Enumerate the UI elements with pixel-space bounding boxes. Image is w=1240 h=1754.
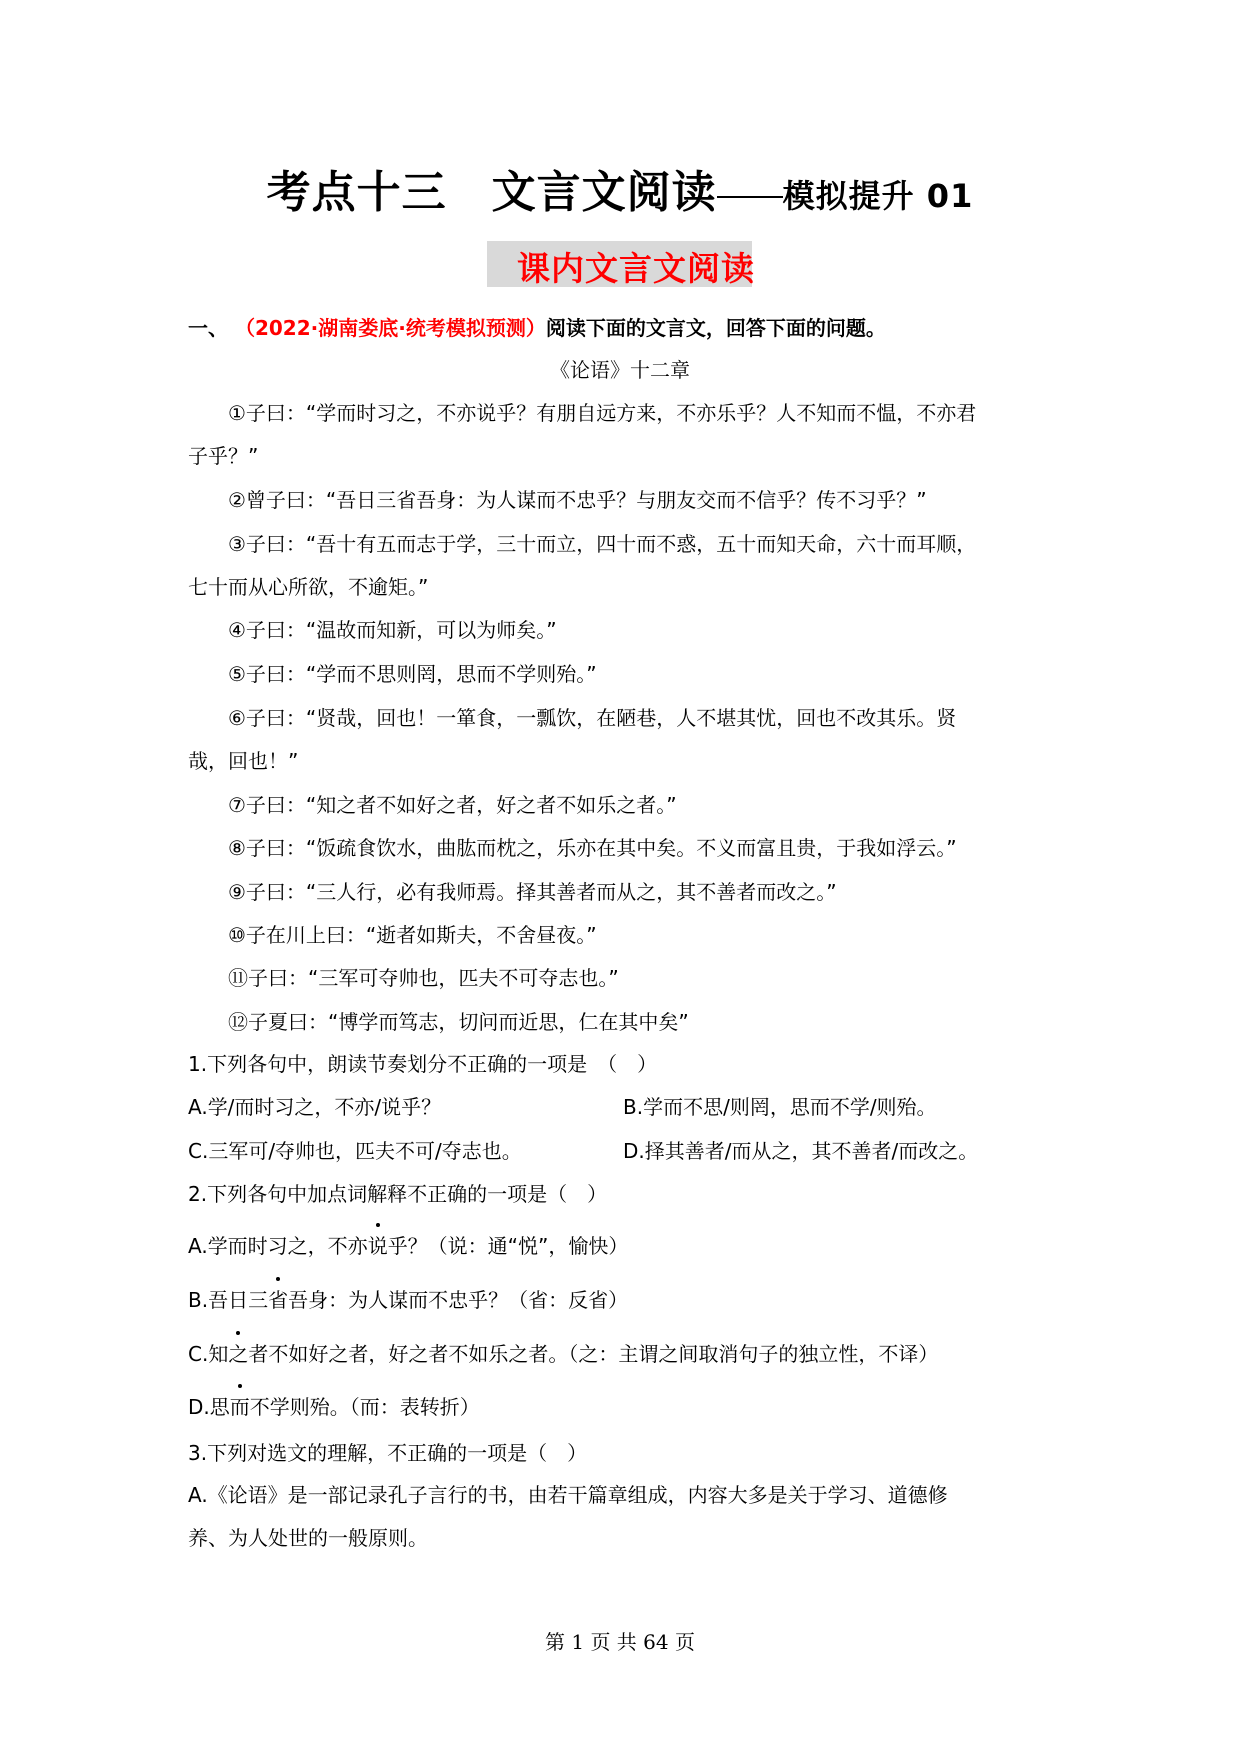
dotted-word: 而 — [229, 1395, 250, 1419]
passage-line: ①子曰：“学而时习之，不亦说乎？有朋自远方来，不亦乐乎？人不知而不愠，不亦君 — [228, 401, 977, 425]
option-text: B.吾日三 — [188, 1288, 269, 1312]
passage-line: 七十而从心所欲，不逾矩。” — [188, 575, 429, 599]
dotted-word: 之 — [228, 1342, 249, 1366]
question-2-option-d — [188, 1393, 480, 1421]
question-group-number: 一、 — [188, 316, 228, 340]
option-text: 乎？（说：通“悦”，愉快） — [387, 1234, 629, 1258]
passage-line: ⑥子曰：“贤哉，回也！一箪食，一瓢饮，在陋巷，人不堪其忧，回也不改其乐。贤 — [228, 706, 957, 730]
option-text: 者不如好之者，好之者不如乐之者。（之：主谓之间取消句子的独立性，不译） — [248, 1342, 939, 1366]
question-instruction: 阅读下面的文言文，回答下面的问题。 — [545, 316, 886, 340]
question-1-option-d: D.择其善者/而从之，其不善者/而改之。 — [623, 1139, 979, 1163]
passage-line: 哉，回也！” — [188, 749, 299, 773]
option-text: D.思 — [188, 1395, 230, 1419]
section-banner — [487, 241, 755, 288]
passage-line: ③子曰：“吾十有五而志于学，三十而立，四十而不惑，五十而知天命，六十而耳顺， — [228, 532, 977, 556]
option-text: 吾身：为人谋而不忠乎？（省：反省） — [288, 1288, 629, 1312]
dotted-word: 省 — [268, 1288, 289, 1312]
title-dash — [717, 196, 783, 198]
question-group-heading — [188, 314, 886, 342]
question-3-stem: 3.下列对选文的理解，不正确的一项是（ ） — [188, 1441, 588, 1465]
question-1-option-c: C.三军可/夺帅也，匹夫不可/夺志也。 — [188, 1139, 522, 1163]
question-1-option-b: B.学而不思/则罔，思而不学/则殆。 — [623, 1095, 937, 1119]
option-text: C.知 — [188, 1342, 229, 1366]
question-2-option-c — [188, 1340, 938, 1368]
passage-line: ⑧子曰：“饭疏食饮水，曲肱而枕之，乐亦在其中矣。不义而富且贵，于我如浮云。” — [228, 836, 957, 860]
question-3-option-a-cont: 养、为人处世的一般原则。 — [188, 1526, 428, 1550]
option-text: A.学而时习之，不亦 — [188, 1234, 368, 1258]
question-3-option-a: A.《论语》是一部记录孔子言行的书，由若干篇章组成，内容大多是关于学习、道德修 — [188, 1483, 948, 1507]
passage-title: 《论语》十二章 — [550, 358, 690, 382]
passage-line: ⑫子夏曰：“博学而笃志，切问而近思，仁在其中矣” — [228, 1010, 689, 1034]
page-title — [0, 156, 1240, 220]
passage-line: ⑦子曰：“知之者不如好之者，好之者不如乐之者。” — [228, 793, 677, 817]
section-banner-text: 课内文言文阅读 — [517, 249, 755, 288]
option-text: 不学则殆。（而：表转折） — [249, 1395, 480, 1419]
passage-line: ④子曰：“温故而知新，可以为师矣。” — [228, 618, 557, 642]
passage-line: ⑩子在川上曰：“逝者如斯夫，不舍昼夜。” — [228, 923, 597, 947]
dotted-word: 说 — [367, 1234, 388, 1258]
question-1-stem: 1.下列各句中，朗读节奏划分不正确的一项是 （ ） — [188, 1052, 658, 1076]
question-2-option-a — [188, 1232, 628, 1260]
title-sub: 模拟提升 01 — [782, 177, 974, 215]
passage-line: ②曾子曰：“吾日三省吾身：为人谋而不忠乎？与朋友交而不信乎？传不习乎？” — [228, 488, 927, 512]
passage-line: 子乎？” — [188, 444, 259, 468]
page-footer: 第 1 页 共 64 页 — [545, 1630, 695, 1654]
passage-line: ⑨子曰：“三人行，必有我师焉。择其善者而从之，其不善者而改之。” — [228, 880, 837, 904]
passage-line: ⑤子曰：“学而不思则罔，思而不学则殆。” — [228, 662, 597, 686]
passage-line: ⑪子曰：“三军可夺帅也，匹夫不可夺志也。” — [228, 966, 619, 990]
title-main: 考点十三 文言文阅读 — [266, 167, 717, 218]
question-2-option-b — [188, 1286, 628, 1314]
question-source: （2022·湖南娄底·统考模拟预测） — [234, 316, 546, 340]
question-1-option-a: A.学/而时习之，不亦/说乎？ — [188, 1095, 442, 1119]
question-2-stem: 2.下列各句中加点词解释不正确的一项是（ ） — [188, 1182, 608, 1206]
